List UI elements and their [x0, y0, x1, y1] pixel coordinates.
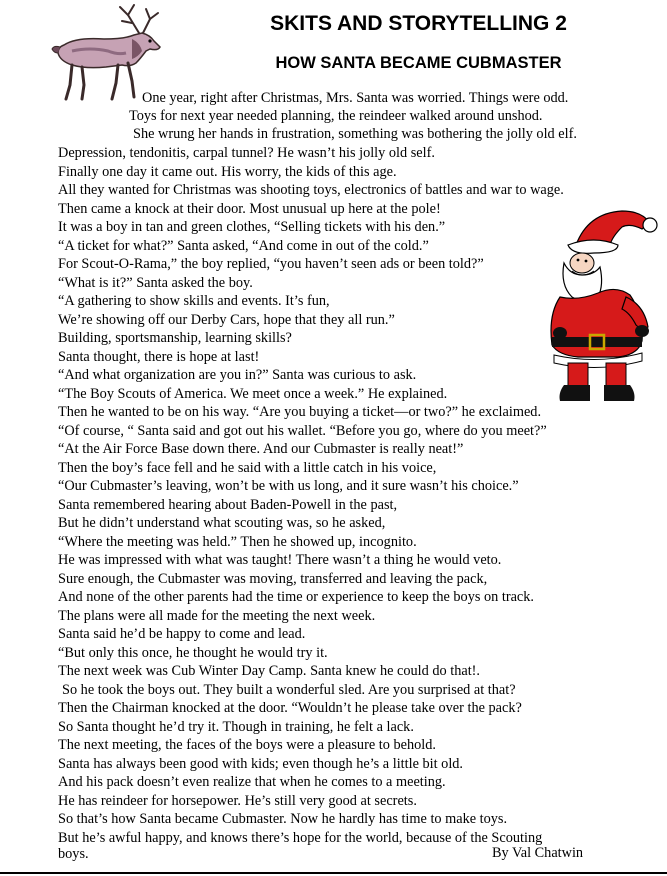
poem-line: For Scout-O-Rama,” the boy replied, “you haven’t seen ads or been told?” — [58, 256, 484, 272]
poem-line: “What is it?” Santa asked the boy. — [58, 275, 253, 291]
poem-line: So he took the boys out. They built a wonderful sled. Are you surprised at that? — [62, 682, 516, 698]
poem-line: “Our Cubmaster’s leaving, won’t be with us long, and it sure wasn’t his choice.” — [58, 478, 519, 494]
bottom-rule — [0, 872, 667, 874]
poem-line: “A gathering to show skills and events. It’s fun, — [58, 293, 330, 309]
poem-line: “Of course, “ Santa said and got out his wallet. “Before you go, where do you meet?” — [58, 423, 547, 439]
poem-line: “But only this once, he thought he would try it. — [58, 645, 328, 661]
author-byline: By Val Chatwin — [492, 845, 584, 861]
poem-line: So Santa thought he’d try it. Though in training, he felt a lack. — [58, 719, 414, 735]
poem-line: And his pack doesn’t even realize that when he comes to a meeting. — [58, 774, 446, 790]
poem-line: Building, sportsmanship, learning skills? — [58, 330, 292, 346]
poem-line: Depression, tendonitis, carpal tunnel? He wasn’t his jolly old self. — [58, 145, 435, 161]
poem-line: He has reindeer for horsepower. He’s still very good at secrets. — [58, 793, 417, 809]
page-title: SKITS AND STORYTELLING 2 — [270, 12, 567, 35]
poem-line: She wrung her hands in frustration, something was bothering the jolly old elf. — [133, 126, 577, 142]
poem-line: All they wanted for Christmas was shooting toys, electronics of battles and war to wage. — [58, 182, 564, 198]
poem-line: So that’s how Santa became Cubmaster. Now he hardly has time to make toys. — [58, 811, 508, 827]
reindeer-illustration — [46, 3, 164, 103]
poem-line: He was impressed with what was taught! There wasn’t a thing he would veto. — [58, 552, 502, 568]
poem-line: The next meeting, the faces of the boys were a pleasure to behold. — [58, 737, 436, 753]
poem-line: Then he wanted to be on his way. “Are you buying a ticket—or two?” he exclaimed. — [58, 404, 542, 420]
poem-line: “A ticket for what?” Santa asked, “And come in out of the cold.” — [58, 238, 429, 254]
poem-line: Then the boy’s face fell and he said with a little catch in his voice, — [58, 460, 437, 476]
poem-line: It was a boy in tan and green clothes, “Selling tickets with his den.” — [58, 219, 446, 235]
poem-line: The next week was Cub Winter Day Camp. Santa knew he could do that!. — [58, 663, 481, 679]
poem-line: boys. — [58, 846, 89, 862]
poem-line: The plans were all made for the meeting the next week. — [58, 608, 376, 624]
story-title: HOW SANTA BECAME CUBMASTER — [275, 54, 562, 72]
poem-line: Sure enough, the Cubmaster was moving, transferred and leaving the pack, — [58, 571, 488, 587]
poem-line: Santa thought, there is hope at last! — [58, 349, 260, 365]
poem-line: And none of the other parents had the time or experience to keep the boys on track. — [58, 589, 534, 605]
poem-line: Santa remembered hearing about Baden-Powell in the past, — [58, 497, 398, 513]
poem-line: Santa said he’d be happy to come and lead. — [58, 626, 306, 642]
poem-line: “And what organization are you in?” Santa was curious to ask. — [58, 367, 417, 383]
poem-line: “The Boy Scouts of America. We meet once a week.” He explained. — [58, 386, 448, 402]
poem-line: Then came a knock at their door. Most unusual up here at the pole! — [58, 201, 441, 217]
poem-line: But he’s awful happy, and knows there’s hope for the world, because of the Scouting — [58, 830, 543, 846]
poem-line: Then the Chairman knocked at the door. “Wouldn’t he please take over the pack? — [58, 700, 522, 716]
poem-line: “Where the meeting was held.” Then he showed up, incognito. — [58, 534, 417, 550]
poem-line: But he didn’t understand what scouting was, so he asked, — [58, 515, 386, 531]
poem-line: “At the Air Force Base down there. And our Cubmaster is really neat!” — [58, 441, 464, 457]
santa-claus-illustration — [538, 205, 660, 405]
poem-line: Finally one day it came out. His worry, the kids of this age. — [58, 164, 397, 180]
poem-line: We’re showing off our Derby Cars, hope that they all run.” — [58, 312, 395, 328]
poem-line: Santa has always been good with kids; even though he’s a little bit old. — [58, 756, 464, 772]
poem-line: One year, right after Christmas, Mrs. Santa was worried. Things were odd. — [142, 90, 569, 106]
poem-line: Toys for next year needed planning, the reindeer walked around unshod. — [129, 108, 543, 124]
